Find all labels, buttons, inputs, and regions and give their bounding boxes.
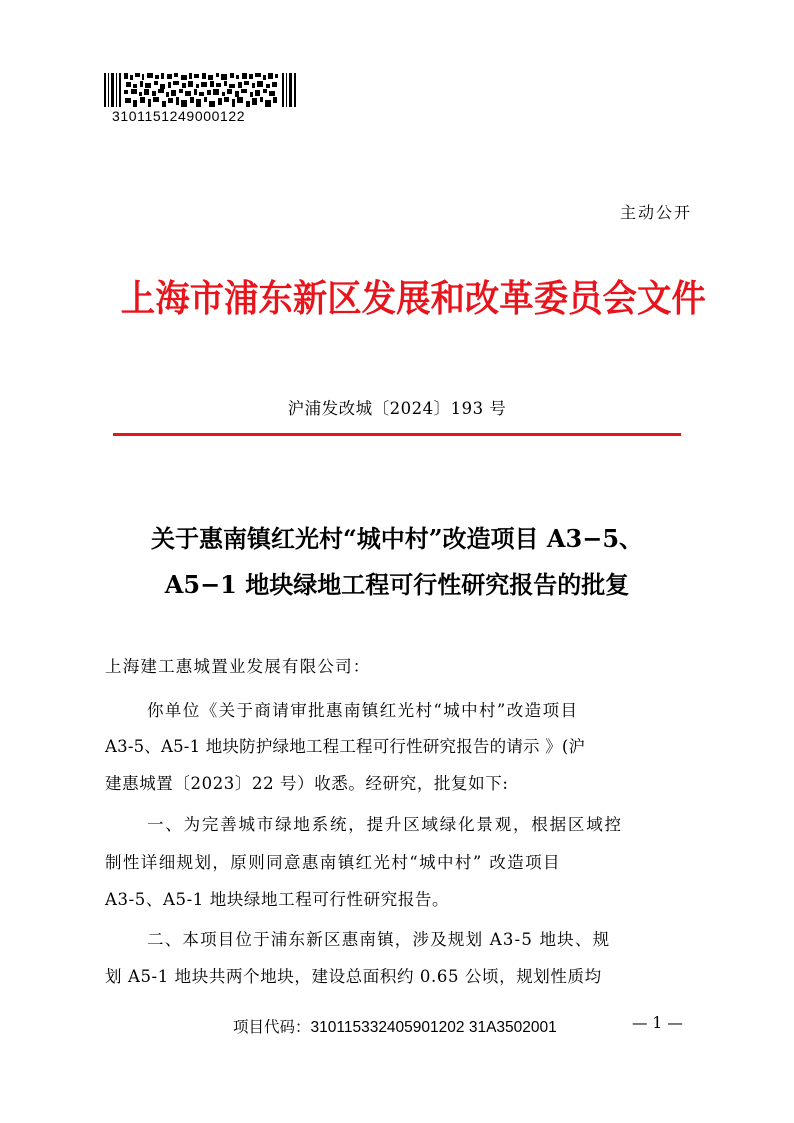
- barcode-number: 3101151249000122: [112, 108, 246, 124]
- body-line: 制性详细规划，原则同意惠南镇红光村“城中村” 改造项目: [105, 853, 561, 872]
- page-number: — 1 —: [632, 1014, 683, 1032]
- document-number: 沪浦发改城〔2024〕193 号: [287, 399, 507, 418]
- body-line: 一、为完善城市绿地系统，提升区域绿化景观，根据区域控: [147, 815, 623, 834]
- body-line: A3-5、A5-1 地块防护绿地工程工程可行性研究报告的请示 》(沪: [105, 737, 586, 756]
- document-title-line-2: A5−1 地块绿地工程可行性研究报告的批复: [164, 570, 630, 599]
- project-code: 项目代码：310115332405901202 31A3502001: [233, 1019, 557, 1036]
- body-line: 你单位《关于商请审批惠南镇红光村“城中村”改造项目: [147, 701, 579, 720]
- body-line: A3-5、A5-1 地块绿地工程可行性研究报告。: [105, 890, 450, 909]
- disclosure-label: 主动公开: [619, 203, 692, 222]
- issuer-header-title: 上海市浦东新区发展和改革委员会文件: [120, 276, 706, 320]
- barcode-graphic: [104, 73, 296, 107]
- body-line: 划 A5-1 地块共两个地块，建设总面积约 0.65 公顷，规划性质均: [105, 967, 602, 986]
- document-title-line-1: 关于惠南镇红光村“城中村”改造项目 A3−5、: [150, 524, 644, 553]
- body-line: 建惠城置〔2023〕22 号）收悉。经研究，批复如下:: [105, 774, 509, 793]
- red-divider-line: [113, 433, 681, 436]
- addressee: 上海建工惠城置业发展有限公司：: [105, 657, 371, 676]
- body-line: 二、本项目位于浦东新区惠南镇，涉及规划 A3-5 地块、规: [147, 930, 611, 949]
